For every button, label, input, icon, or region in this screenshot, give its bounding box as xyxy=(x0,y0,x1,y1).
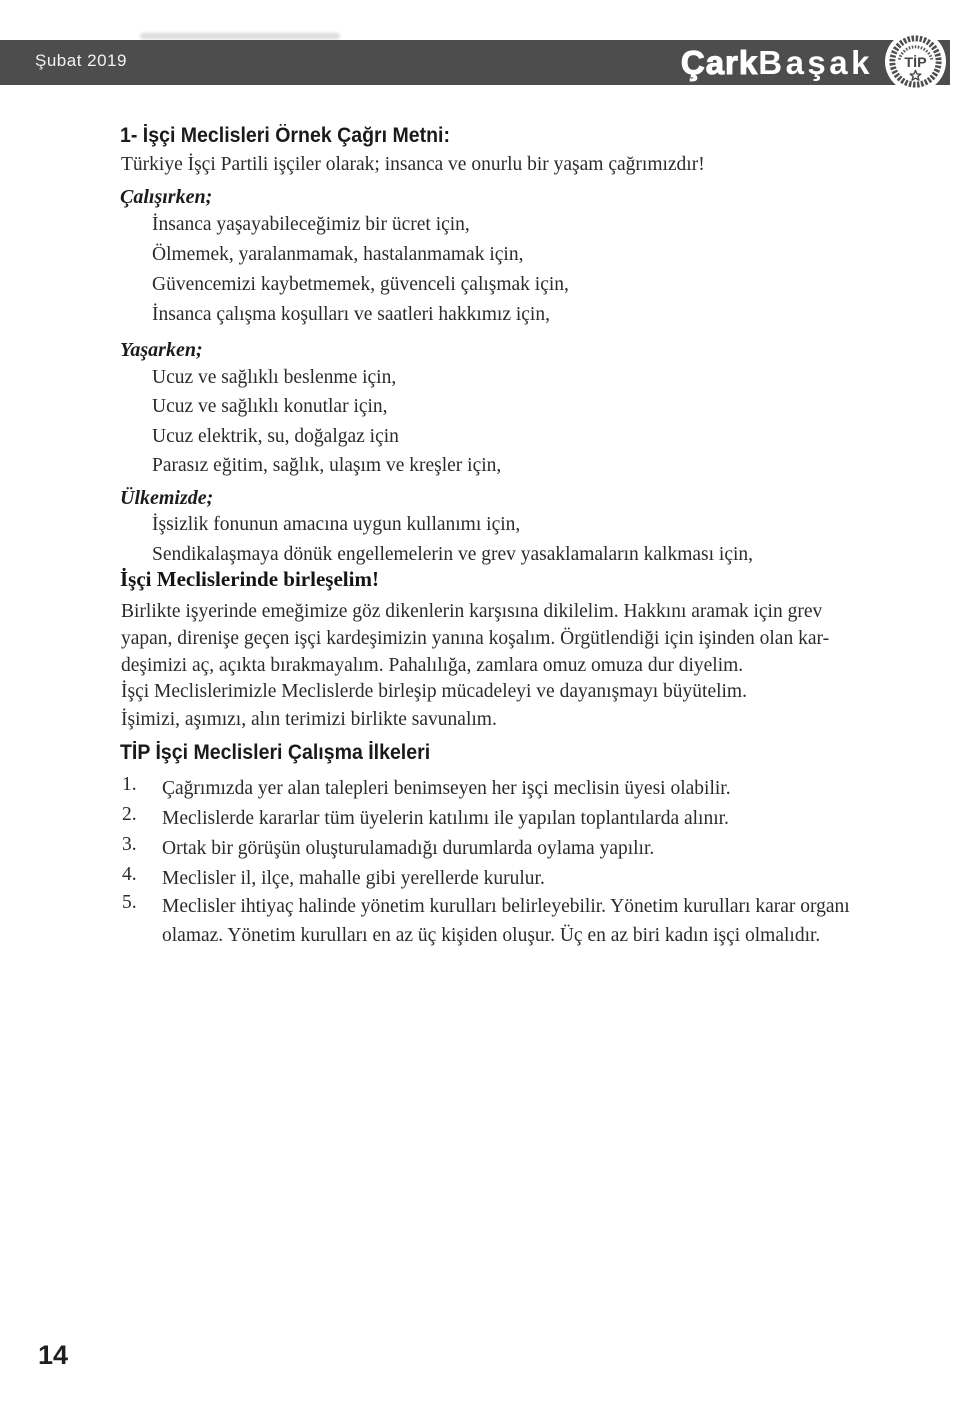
section-heading-call-text: 1- İşçi Meclisleri Örnek Çağrı Metni: xyxy=(120,124,450,147)
list-item: Güvencemizi kaybetmemek, güvenceli çalışmak için, xyxy=(152,274,569,295)
principle-row xyxy=(122,834,654,863)
page-number: 14 xyxy=(38,1340,69,1370)
slogan-line: İşçi Meclislerinde birleşelim! xyxy=(120,567,379,591)
principle-row xyxy=(122,892,850,950)
paragraph-line: deşimizi aç, açıkta bırakmayalım. Pahalılığa, zamlara omuz omuza dur diyelim. xyxy=(121,655,744,676)
principle-text: olamaz. Yönetim kurulları en az üç kişiden oluşur. Üç en az biri kadın işçi olmalıdır. xyxy=(162,925,821,946)
list-item: Ucuz ve sağlıklı beslenme için, xyxy=(152,367,397,388)
scan-artifact xyxy=(140,33,340,39)
issue-date: Şubat 2019 xyxy=(35,51,127,70)
section-heading-principles: TİP İşçi Meclisleri Çalışma İlkeleri xyxy=(120,741,431,764)
body-line-isimizi: İşimizi, aşımızı, alın terimizi birlikte savunalım. xyxy=(121,709,497,730)
principle-text: Çağrımızda yer alan talepleri benimseyen her işçi meclisin üyesi olabilir. xyxy=(162,778,731,799)
masthead-title xyxy=(681,45,873,81)
body-line-meclisler: İşçi Meclislerimizle Meclislerde birleşip mücadeleyi ve dayanışmayı büyütelim. xyxy=(121,681,747,702)
list-item: Ucuz elektrik, su, doğalgaz için xyxy=(152,426,399,447)
paragraph-line: yapan, direnişe geçen işçi kardeşimizin yanına koşalım. Örgütlendiği için işinden olan kar- xyxy=(121,628,830,649)
list-item: Parasız eğitim, sağlık, ulaşım ve kreşler için, xyxy=(152,455,502,476)
paragraph-line: Birlikte işyerinde emeğimize göz dikenlerin karşısına dikilelim. Hakkını aramak için grev xyxy=(121,601,823,622)
list-item: Ucuz ve sağlıklı konutlar için, xyxy=(152,396,388,417)
masthead-secondary: Başak xyxy=(758,44,873,81)
logo-text: TİP xyxy=(904,54,927,71)
list-item: Ölmemek, yaralanmamak, hastalanmamak için, xyxy=(152,244,524,265)
body-paragraph xyxy=(121,598,829,679)
tip-party-logo-icon xyxy=(884,30,947,93)
list-item: Sendikalaşmaya dönük engellemelerin ve grev yasaklamaların kalkması için, xyxy=(152,544,754,565)
masthead-primary: Çark xyxy=(680,44,759,81)
list-item: İnsanca yaşayabileceğimiz bir ücret için, xyxy=(152,214,470,235)
section-label-ulkemizde: Ülkemizde; xyxy=(120,487,214,509)
principle-text: Ortak bir görüşün oluşturulamadığı durumlarda oylama yapılır. xyxy=(162,838,655,859)
principle-text: Meclislerde kararlar tüm üyelerin katılımı ile yapılan toplantılarda alınır. xyxy=(162,808,729,829)
principle-number: 1. xyxy=(122,774,137,795)
principle-number: 4. xyxy=(122,864,137,885)
principle-text: Meclisler ihtiyaç halinde yönetim kurulları belirleyebilir. Yönetim kurulları karar organı xyxy=(162,896,850,917)
principle-row xyxy=(122,864,545,893)
principle-row xyxy=(122,804,729,833)
principle-text: Meclisler il, ilçe, mahalle gibi yerellerde kurulur. xyxy=(162,868,545,889)
list-item: İşsizlik fonunun amacına uygun kullanımı için, xyxy=(152,514,521,535)
principle-row xyxy=(122,774,731,803)
section-label-yasarken: Yaşarken; xyxy=(120,339,203,361)
principle-number: 2. xyxy=(122,804,137,825)
list-item: İnsanca çalışma koşulları ve saatleri hakkımız için, xyxy=(152,304,550,325)
intro-line: Türkiye İşçi Partili işçiler olarak; insanca ve onurlu bir yaşam çağrımızdır! xyxy=(121,154,705,175)
principle-number: 3. xyxy=(122,834,137,855)
section-label-calisirken: Çalışırken; xyxy=(120,186,213,208)
principle-number: 5. xyxy=(122,892,137,913)
